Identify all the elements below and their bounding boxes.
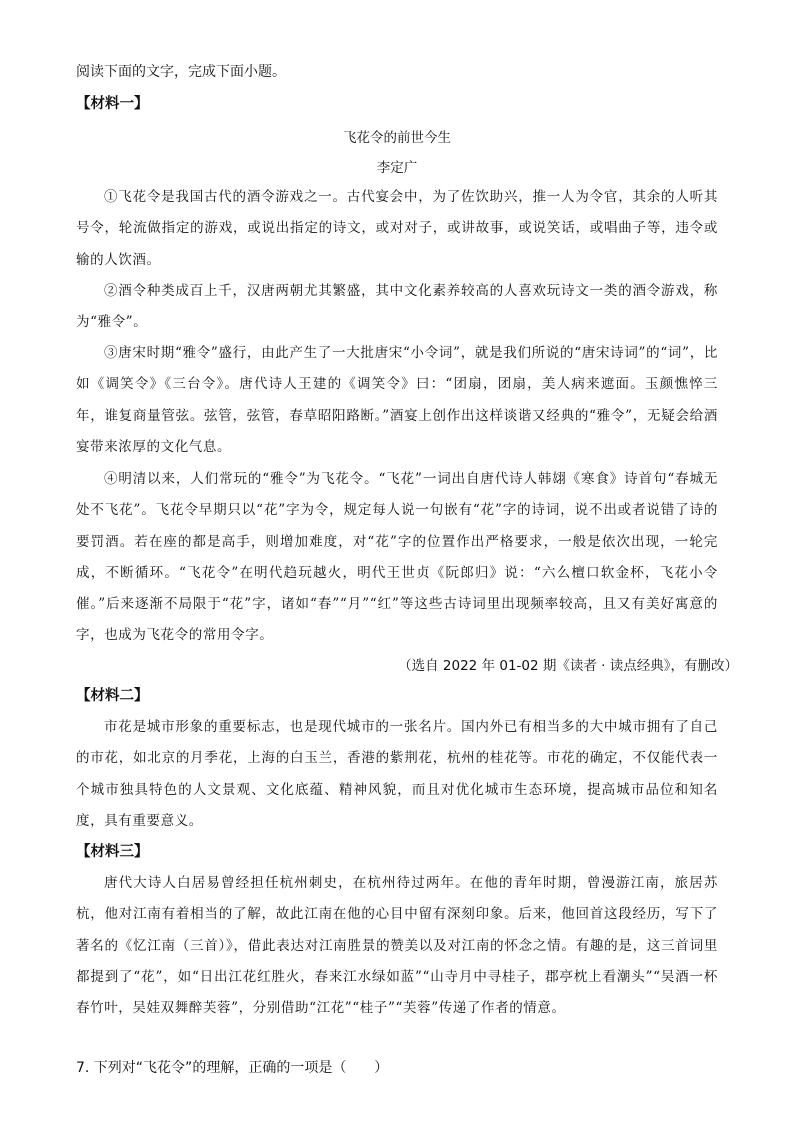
material-3-heading: 【材料三】 xyxy=(76,844,149,860)
material-1-paragraph-2: ②酒令种类成百上千，汉唐两朝尤其繁盛，其中文化素养较高的人喜欢玩诗文一类的酒令游戏，称为“雅令”。 xyxy=(76,283,718,331)
material-1-paragraph-4: ④明清以来，人们常玩的“雅令”为飞花令。“飞花”一词出自唐代诗人韩翃《寒食》诗首句“春城无处不飞花”。飞花令早期只以“花”字为令，规定每人说一句嵌有“花”字的诗词，说不出或者说错了诗的要罚酒。若在座的都是高手，则增加难度，对“花”字的位置作出严格要求，一般是依次出现，一轮完成，不断循环。“飞花令”在明代趋玩越火，明代王世贞《阮郎归》说：“六么檀口软金杯，飞花小令催。”后来逐渐不局限于“花”字，诸如“春”“月”“红”等这些古诗词里出现频率较高，且又有美好寓意的字，也成为飞花令的常用令字。 xyxy=(76,471,718,644)
material-2-heading: 【材料二】 xyxy=(76,688,149,704)
material-1-heading: 【材料一】 xyxy=(76,96,149,112)
question-7: 7. 下列对“飞花令”的理解，正确的一项是（ ） xyxy=(76,1060,389,1076)
material-1-source: （选自 2022 年 01-02 期《读者 · 读点经典》，有删改） xyxy=(398,658,738,674)
article-author: 李定广 xyxy=(376,160,418,176)
material-2-paragraph-1: 市花是城市形象的重要标志，也是现代城市的一张名片。国内外已有相当多的大中城市拥有了自己的市花，如北京的月季花，上海的白玉兰，香港的紫荆花，杭州的桂花等。市花的确定，不仅能代表一个城市独具特色的人文景观、文化底蕴、精神风貌，而且对优化城市生态环境，提高城市品位和知名度，具有重要意义。 xyxy=(76,719,718,829)
material-1-paragraph-3: ③唐宋时期“雅令”盛行，由此产生了一大批唐宋“小令词”，就是我们所说的“唐宋诗词”的“词”，比如《调笑令》《三台令》。唐代诗人王建的《调笑令》曰：“团扇，团扇，美人病来遮面。玉颜憔悴三年，谁复商量管弦。弦管，弦管，春草昭阳路断。”酒宴上创作出这样谈谐又经典的“雅令”，无疑会给酒宴带来浓厚的文化气息。 xyxy=(76,345,718,455)
material-1-paragraph-1: ①飞花令是我国古代的酒令游戏之一。古代宴会中，为了佐饮助兴，推一人为令官，其余的人听其号令，轮流做指定的游戏，或说出指定的诗文，或对对子，或讲故事，或说笑话，或唱曲子等，违令或输的人饮酒。 xyxy=(76,189,718,268)
article-title: 飞花令的前世今生 xyxy=(343,130,451,146)
material-3-paragraph-1: 唐代大诗人白居易曾经担任杭州刺史，在杭州待过两年。在他的青年时期，曾漫游江南，旅居苏杭，他对江南有着相当的了解，故此江南在他的心目中留有深刻印象。后来，他回首这段经历，写下了著名的《忆江南（三首）》，借此表达对江南胜景的赞美以及对江南的怀念之情。有趣的是，这三首词里都提到了“花”，如“日出江花红胜火，春来江水绿如蓝”“山寺月中寻桂子，郡亭枕上看潮头”“吴酒一杯春竹叶，吴娃双舞醉芙蓉”，分别借助“江花”“桂子”“芙蓉”传递了作者的情意。 xyxy=(76,875,718,1017)
reading-instruction: 阅读下面的文字，完成下面小题。 xyxy=(76,64,286,80)
